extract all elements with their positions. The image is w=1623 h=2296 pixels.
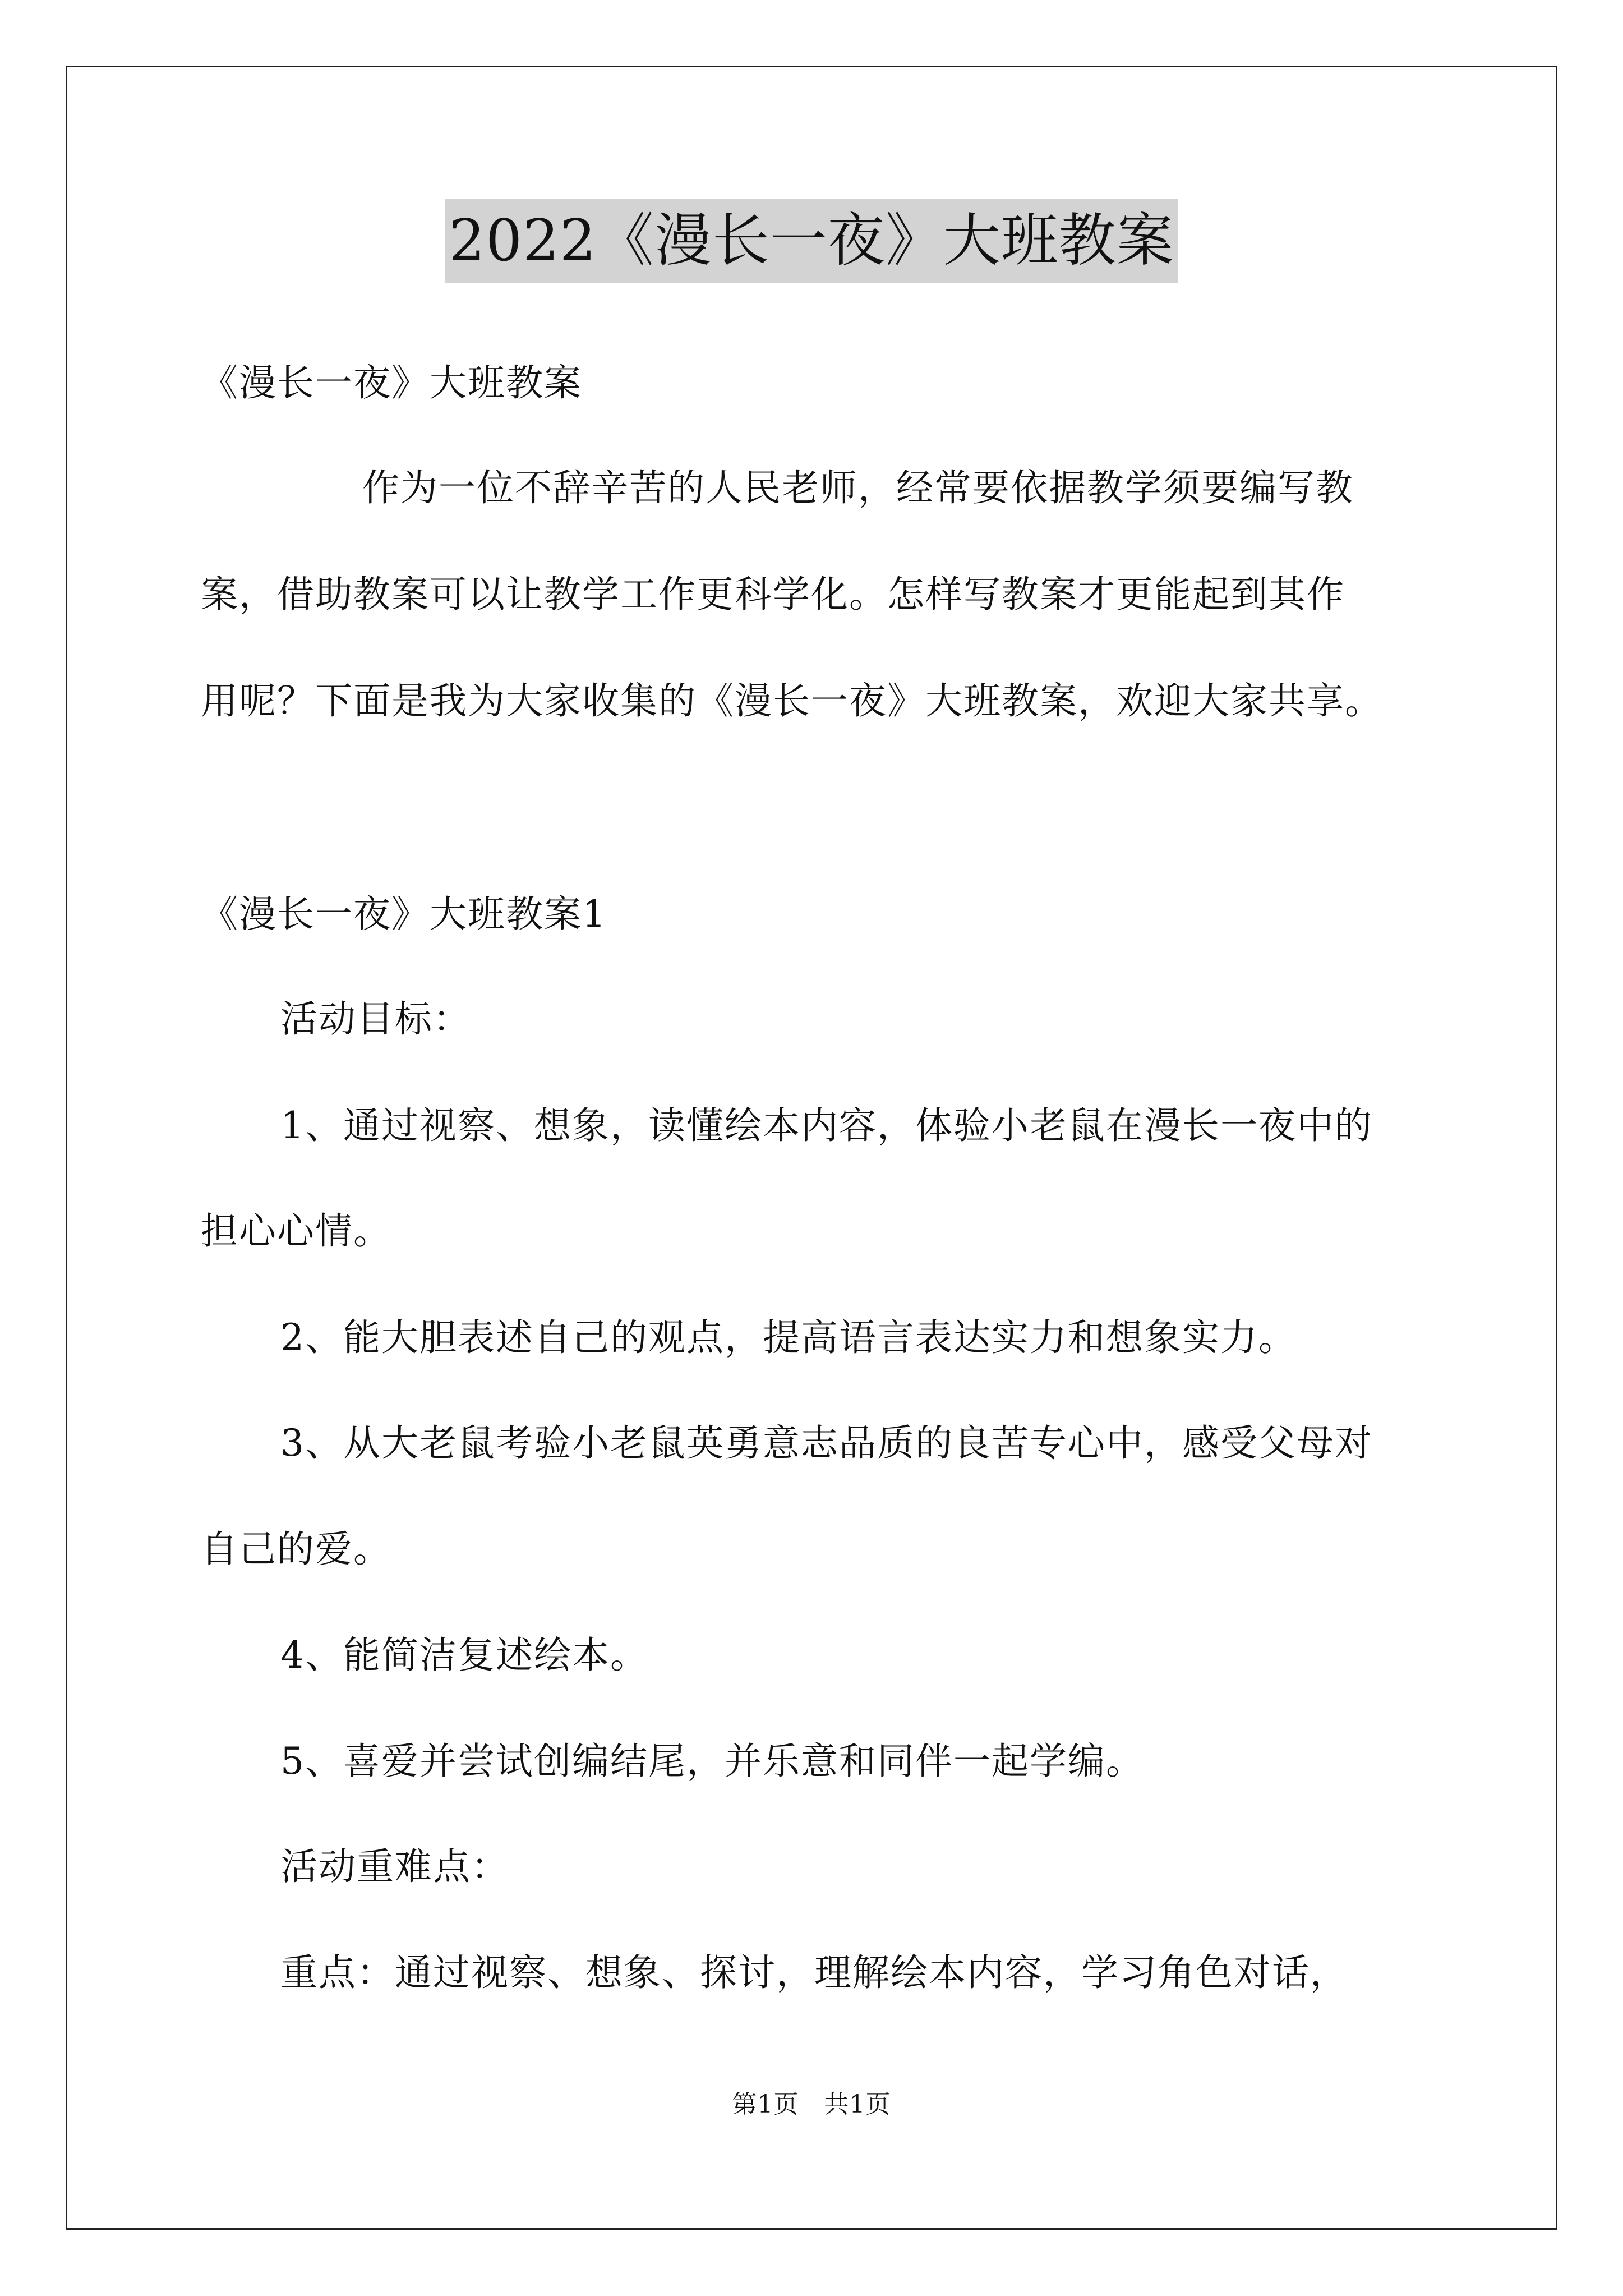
intro-paragraph-line: 用呢？下面是我为大家收集的《漫长一夜》大班教案，欢迎大家共享。 [201,679,1383,723]
document-title: 2022《漫长一夜》大班教案 [445,199,1178,283]
intro-paragraph-line: 作为一位不辞辛苦的人民老师，经常要依据教学须要编写教 [362,466,1354,509]
activity-goals-heading: 活动目标： [280,997,471,1041]
goal-item: 1、通过视察、想象，读懂绘本内容，体验小老鼠在漫长一夜中的 [280,1104,1373,1147]
key-point-item: 重点：通过视察、想象、探讨，理解绘本内容，学习角色对话， [280,1951,1348,1994]
key-difficulties-heading: 活动重难点： [280,1845,509,1888]
goal-item: 2、能大胆表述自己的观点，提高语言表达实力和想象实力。 [280,1316,1297,1359]
goal-item: 4、能简洁复述绘本。 [280,1634,648,1677]
subtitle: 《漫长一夜》大班教案 [201,361,582,404]
goal-item: 5、喜爱并尝试创编结尾，并乐意和同伴一起学编。 [280,1740,1144,1783]
goal-item-continuation: 担心心情。 [201,1209,391,1253]
page-footer: 第1页 共1页 [732,2090,891,2119]
section-heading: 《漫长一夜》大班教案1 [201,892,607,936]
title-container [0,199,1623,283]
intro-paragraph-line: 案，借助教案可以让教学工作更科学化。怎样写教案才更能起到其作 [201,573,1345,616]
goal-item-continuation: 自己的爱。 [201,1527,391,1571]
goal-item: 3、从大老鼠考验小老鼠英勇意志品质的良苦专心中，感受父母对 [280,1421,1373,1465]
